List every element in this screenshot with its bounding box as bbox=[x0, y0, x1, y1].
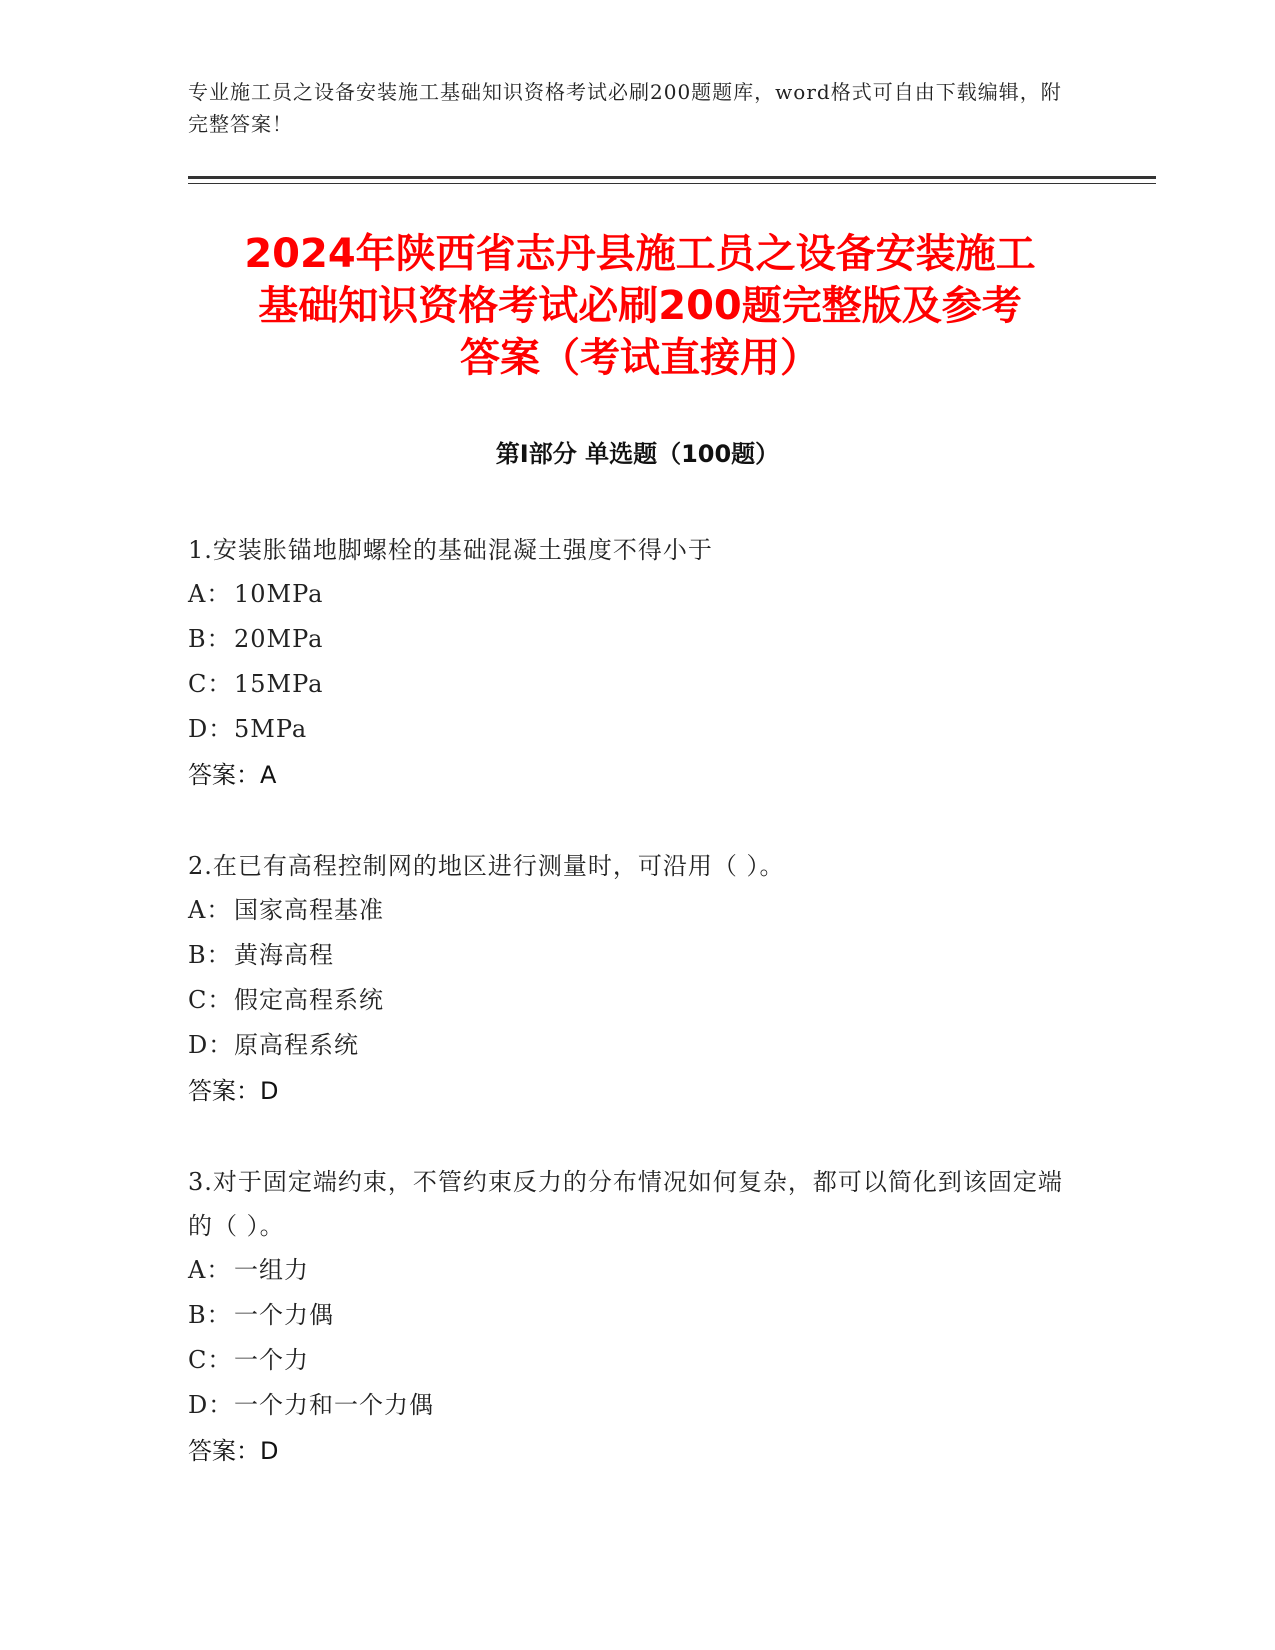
option-text: 10MPa bbox=[234, 580, 324, 608]
option-d bbox=[188, 1383, 1068, 1428]
question-stem: 2.在已有高程控制网的地区进行测量时，可沿用（ ）。 bbox=[188, 852, 785, 880]
option-b bbox=[188, 617, 1068, 662]
option-text: 原高程系统 bbox=[234, 1031, 359, 1059]
question-stem: 1.安装胀锚地脚螺栓的基础混凝土强度不得小于 bbox=[188, 536, 713, 564]
question-list bbox=[188, 528, 1068, 1520]
option-text: 国家高程基准 bbox=[234, 896, 384, 924]
option-text: 20MPa bbox=[234, 625, 324, 653]
answer-label: 答案： bbox=[188, 1077, 260, 1105]
option-text: 15MPa bbox=[234, 670, 324, 698]
question-2 bbox=[188, 844, 1068, 1114]
option-a bbox=[188, 888, 1068, 933]
option-c bbox=[188, 1338, 1068, 1383]
answer-label: 答案： bbox=[188, 761, 260, 789]
option-d bbox=[188, 707, 1068, 752]
header-rule-thin bbox=[188, 183, 1156, 184]
answer-value: D bbox=[260, 1437, 279, 1465]
option-key: B： bbox=[188, 625, 232, 653]
answer-line bbox=[188, 752, 1068, 798]
option-text: 黄海高程 bbox=[234, 941, 334, 969]
answer-value: D bbox=[260, 1077, 279, 1105]
option-b bbox=[188, 933, 1068, 978]
answer-line bbox=[188, 1428, 1068, 1474]
option-text: 一个力偶 bbox=[234, 1301, 334, 1329]
header-rule-thick bbox=[188, 176, 1156, 179]
answer-value: A bbox=[260, 761, 277, 789]
option-key: B： bbox=[188, 941, 232, 969]
answer-line bbox=[188, 1068, 1068, 1114]
option-key: A： bbox=[188, 1256, 232, 1284]
option-b bbox=[188, 1293, 1068, 1338]
option-a bbox=[188, 1248, 1068, 1293]
option-text: 5MPa bbox=[234, 715, 308, 743]
option-key: D： bbox=[188, 1391, 234, 1419]
option-key: A： bbox=[188, 580, 232, 608]
option-c bbox=[188, 978, 1068, 1023]
option-key: D： bbox=[188, 715, 234, 743]
option-key: D： bbox=[188, 1031, 234, 1059]
title-line-1: 2024年陕西省志丹县施工员之设备安装施工 bbox=[244, 231, 1036, 277]
option-c bbox=[188, 662, 1068, 707]
option-text: 一个力 bbox=[234, 1346, 309, 1374]
document-title bbox=[160, 228, 1120, 384]
option-text: 假定高程系统 bbox=[234, 986, 384, 1014]
title-line-2: 基础知识资格考试必刷200题完整版及参考 bbox=[258, 283, 1022, 329]
question-3 bbox=[188, 1160, 1068, 1474]
title-line-3: 答案（考试直接用） bbox=[460, 335, 820, 381]
section-heading: 第Ⅰ部分 单选题（100题） bbox=[495, 440, 780, 468]
option-key: A： bbox=[188, 896, 232, 924]
option-key: C： bbox=[188, 986, 233, 1014]
question-stem: 3.对于固定端约束，不管约束反力的分布情况如何复杂，都可以简化到该固定端的（ ）。 bbox=[188, 1168, 1063, 1240]
option-key: B： bbox=[188, 1301, 232, 1329]
option-a bbox=[188, 572, 1068, 617]
question-1 bbox=[188, 528, 1068, 798]
option-key: C： bbox=[188, 1346, 233, 1374]
option-key: C： bbox=[188, 670, 233, 698]
option-text: 一组力 bbox=[234, 1256, 309, 1284]
answer-label: 答案： bbox=[188, 1437, 260, 1465]
header-note: 专业施工员之设备安装施工基础知识资格考试必刷200题题库，word格式可自由下载编辑，附完整答案！ bbox=[188, 80, 1062, 136]
option-text: 一个力和一个力偶 bbox=[234, 1391, 434, 1419]
option-d bbox=[188, 1023, 1068, 1068]
